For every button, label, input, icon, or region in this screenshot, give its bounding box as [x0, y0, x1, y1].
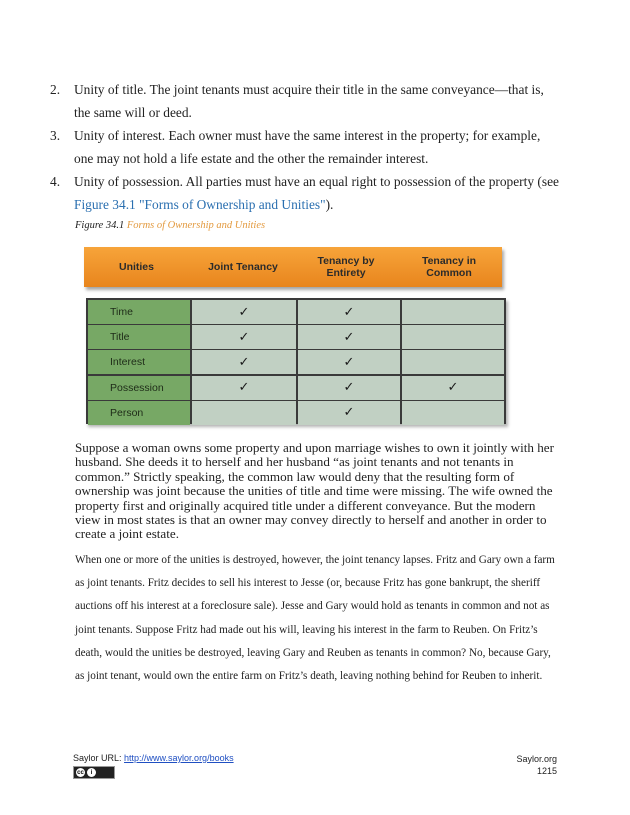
list-text: Unity of title. The joint tenants must acquire their title in the same conveyance—that is, the same will or deed. [74, 82, 544, 120]
checkmark-icon: ✓ [447, 380, 459, 396]
figure-title: Forms of Ownership and Unities [126, 220, 266, 231]
list-item [50, 170, 560, 216]
header-joint-tenancy: Joint Tenancy [208, 261, 278, 273]
table-cell [192, 376, 296, 400]
paragraph-1: Suppose a woman owns some property and upon marriage wishes to own it jointly with her husband. She deeds it to herself and her husband “as joint tenants and not tenants in common.” Strictly speaking, the common law would deny that the resulting form of ownership was joint because the unities of title and time were missing. The wife owned the property first and originally acquired title under a different conveyance. But the modern view in most states is that an owner may convey directly to herself and another in order to create a joint estate. [75, 440, 554, 542]
list-text-end: ). [325, 197, 334, 212]
checkmark-icon: ✓ [238, 380, 250, 396]
header-tenancy-by-entirety: Tenancy by Entirety [317, 255, 375, 279]
checkmark-icon: ✓ [238, 354, 250, 370]
saylor-label: Saylor URL: [73, 753, 125, 763]
table-cell [298, 350, 400, 374]
paragraph-2: When one or more of the unities is destroyed, however, the joint tenancy lapses. Fritz and Gary own a farm as joint tenants. Fritz decides to sell his interest to Jesse (or, because Fritz has gone bankrupt, the sheriff auctions off his interest at a foreclosure sale). Jesse and Gary would hold as tenants in common and not as joint tenants. Suppose Fritz had made out his will, leaving his interest in the farm to Reuben. On Fritz’s death, would the unities be destroyed, leaving Gary and Reuben as tenants in common? No, because Gary, as joint tenant, would own the entire farm on Fritz’s death, leaving nothing behind for Reuben to inherit. [75, 554, 555, 683]
checkmark-icon: ✓ [343, 405, 355, 421]
table-cell [192, 401, 296, 425]
checkmark-icon: ✓ [343, 304, 355, 320]
list-text: Unity of interest. Each owner must have the same interest in the property; for example, one may not hold a life estate and the other the remainder interest. [74, 128, 541, 166]
row-label-interest: Interest [88, 350, 190, 374]
by-icon: i [87, 768, 96, 777]
table-cell [298, 401, 400, 425]
table-cell [402, 325, 504, 349]
table-cell [402, 376, 504, 400]
table-header [84, 247, 502, 287]
figure-link[interactable]: Figure 34.1 "Forms of Ownership and Unities" [74, 197, 326, 212]
figure-caption [75, 220, 265, 231]
table-cell [402, 350, 504, 374]
row-label-possession: Possession [88, 376, 190, 400]
checkmark-icon: ✓ [343, 354, 355, 370]
checkmark-icon: ✓ [343, 329, 355, 345]
ownership-table [84, 247, 506, 427]
row-label-time: Time [88, 300, 190, 324]
header-unities: Unities [118, 261, 154, 273]
cc-icon: cc [77, 769, 84, 776]
list-number: 4. [50, 174, 61, 189]
row-label-person: Person [88, 401, 190, 425]
table-cell [298, 325, 400, 349]
page-number: 1215 [536, 766, 557, 776]
checkmark-icon: ✓ [238, 304, 250, 320]
table-cell [402, 401, 504, 425]
list-number: 2. [50, 82, 61, 97]
list-text: Unity of possession. All parties must have an equal right to possession of the property (see [74, 174, 559, 189]
figure-label: Figure 34.1 [75, 220, 125, 231]
cc-by-license-icon[interactable] [73, 766, 115, 779]
footer-site: Saylor.org [516, 754, 557, 764]
saylor-link[interactable]: http://www.saylor.org/books [124, 753, 234, 763]
table-body [86, 298, 506, 424]
table-cell [298, 300, 400, 324]
table-cell [402, 300, 504, 324]
row-label-title: Title [88, 325, 190, 349]
list-item [50, 78, 560, 124]
table-cell [192, 300, 296, 324]
unities-list [50, 78, 560, 216]
checkmark-icon: ✓ [343, 380, 355, 396]
list-item [50, 124, 560, 170]
list-number: 3. [50, 128, 61, 143]
table-cell [192, 325, 296, 349]
table-cell [192, 350, 296, 374]
footer-saylor-url [73, 753, 234, 763]
checkmark-icon: ✓ [238, 329, 250, 345]
table-cell [298, 376, 400, 400]
header-tenancy-in-common: Tenancy in Common [421, 255, 477, 279]
footer-right [516, 753, 557, 777]
